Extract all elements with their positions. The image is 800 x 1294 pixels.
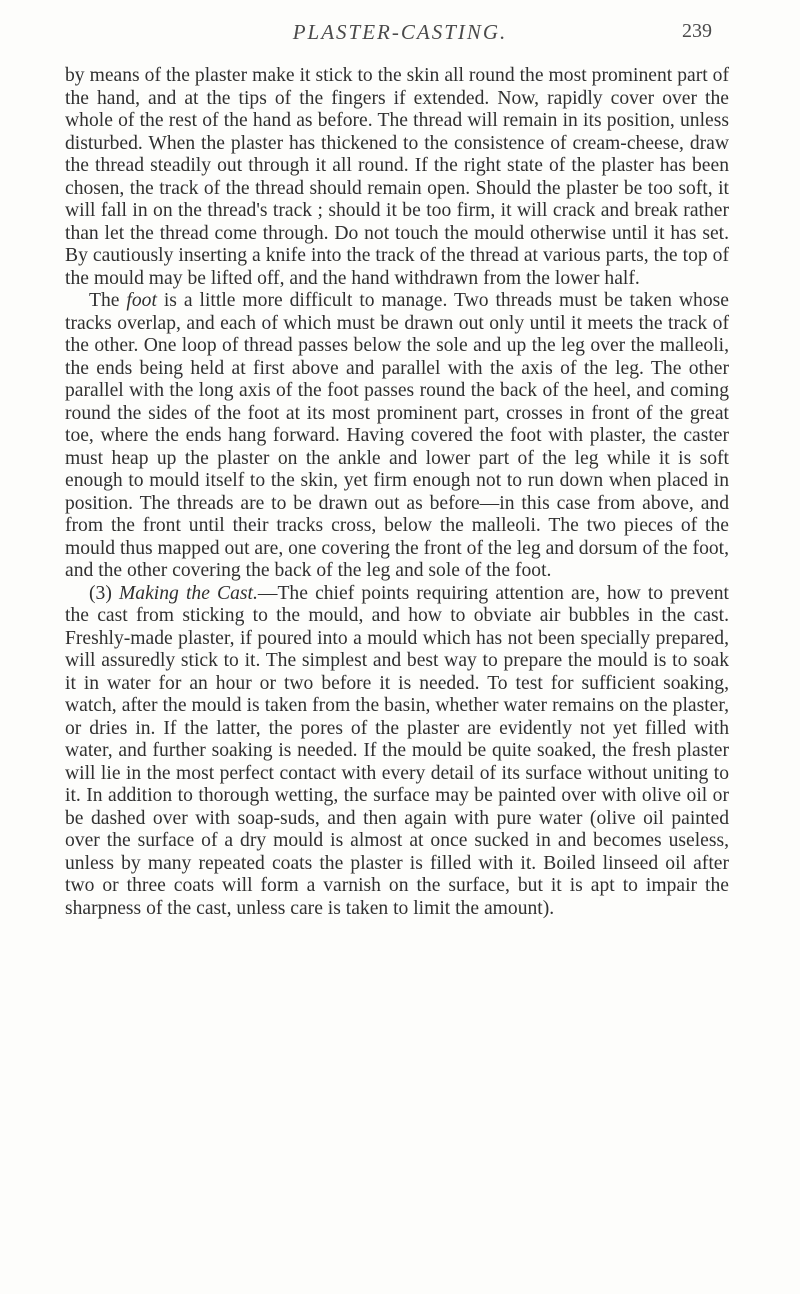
section-number: (3) [89,582,119,604]
body-text [65,65,729,920]
section-heading: Making the Cast. [118,582,258,604]
paragraph-making-the-cast [65,583,729,921]
paragraph-foot [65,290,729,583]
paragraph-foot-lead: The [89,290,127,311]
paragraph-hand-continued: by means of the plaster make it stick to the skin all round the most prominent part of the hand, and at the tips of the fingers if extended. Now, rapidly cover over the whole of the rest of the hand as before. The thread will remain in its position, unless disturbed. When the plaster has thickened to the consistence of cream-cheese, draw the thread steadily out through it all round. If the right state of the plaster has been chosen, the track of the thread should remain open. Should the plaster be too soft, it will fall in on the thread's track ; should it be too firm, it will crack and break rather than let the thread come through. Do not touch the mould otherwise until it has set. By cautiously inserting a knife into the track of the thread at various parts, the top of the mould may be lifted off, and the hand withdrawn from the lower half. [65,65,729,289]
page-number: 239 [682,20,712,42]
paragraph-foot-emphasis: foot [126,290,157,311]
paragraph-making-the-cast-body: —The chief points requiring attention are, how to prevent the cast from sticking to the mould, and how to obviate air bubbles in the cast. Freshly-made plaster, if poured into a mould which has not been specially prepared, will assuredly stick to it. The simplest and best way to prepare the mould is to soak it in water for an hour or two before it is needed. To test for sufficient soaking, watch, after the mould is taken from the basin, whether water remains on the plaster, or dries in. If the latter, the pores of the plaster are evidently not yet filled with water, and further soaking is needed. If the mould be quite soaked, the fresh plaster will lie in the most perfect contact with every detail of its surface without uniting to it. In addition to thorough wetting, the surface may be painted over with olive oil or be dashed over with soap-suds, and then again with pure water (olive oil painted over the surface of a dry mould is almost at once sucked in and becomes useless, unless by many repeated coats the plaster is filled with it. Boiled linseed oil after two or three coats will form a varnish on the surface, but it is apt to impair the sharpness of the cast, unless care is taken to limit the amount). [65,582,729,919]
running-title: PLASTER-CASTING. [292,20,508,44]
running-head [0,14,800,54]
paragraph-foot-body: is a little more difficult to manage. Two threads must be taken whose tracks overlap, and each of which must be drawn out only until it meets the track of the other. One loop of thread passes below the sole and up the leg over the malleoli, the ends being held at first above and parallel with the axis of the leg. The other parallel with the long axis of the foot passes round the back of the heel, and coming round the sides of the foot at its most prominent part, crosses in front of the great toe, where the ends hang forward. Having covered the foot with plaster, the caster must heap up the plaster on the ankle and lower part of the leg while it is soft enough to mould itself to the skin, yet firm enough not to run down when placed in position. The threads are to be drawn out as before—in this case from above, and from the front until their tracks cross, below the malleoli. The two pieces of the mould thus mapped out are, one covering the front of the leg and dorsum of the foot, and the other covering the back of the leg and sole of the foot. [65,290,729,581]
